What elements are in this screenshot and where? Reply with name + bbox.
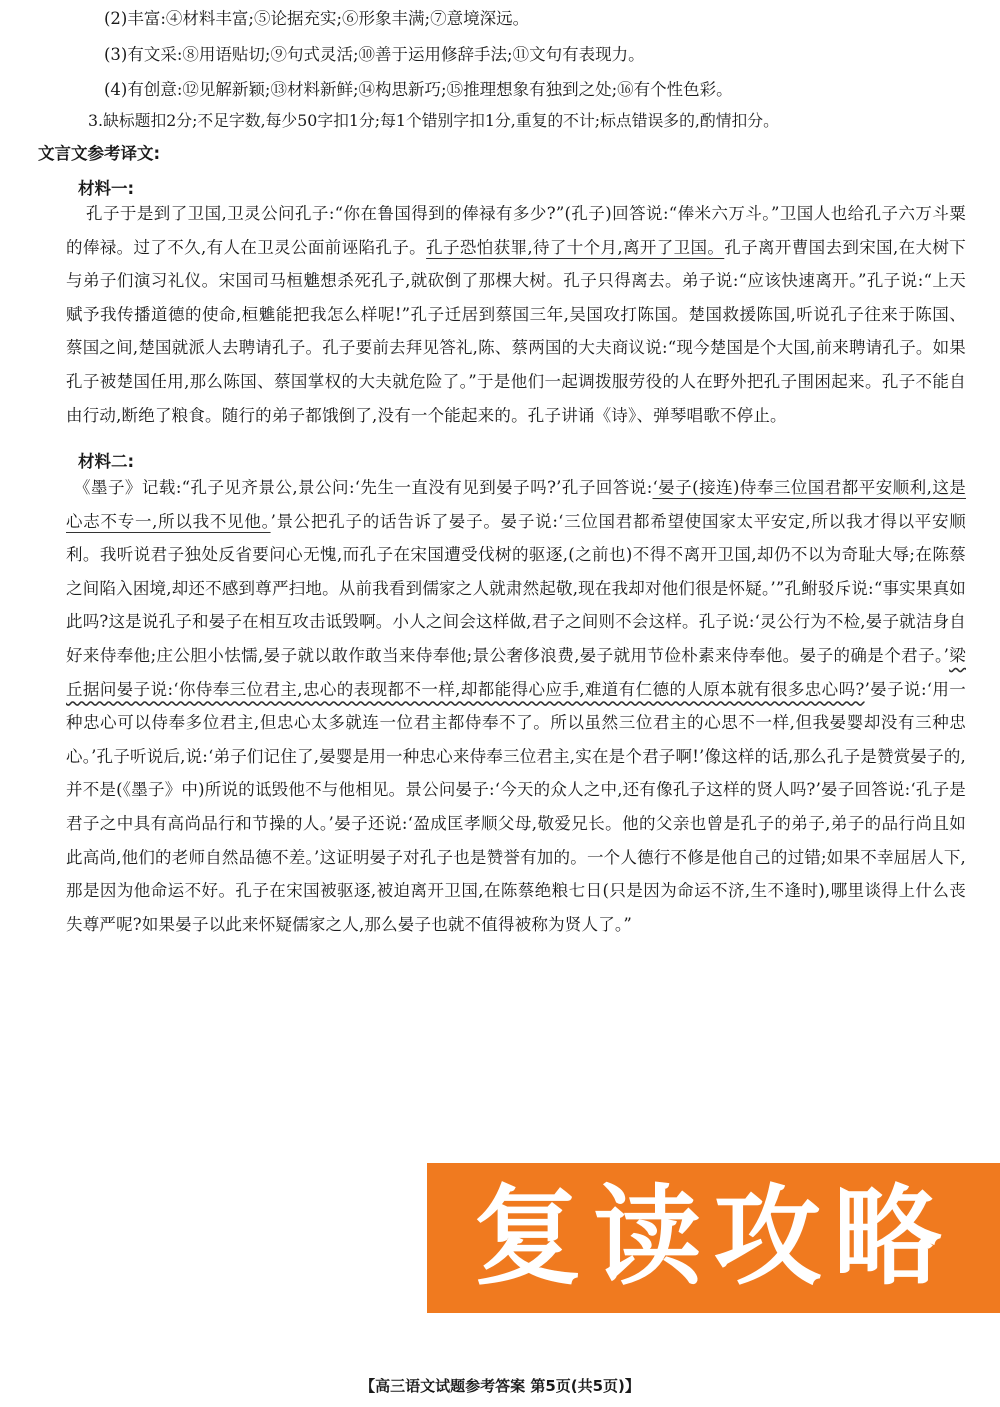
material-two-text: [66, 471, 966, 941]
criteria-line-2: (2)丰富:④材料丰富;⑤论据充实;⑥形象丰满;⑦意境深远。: [104, 9, 530, 28]
material-one-para: 孔子于是到了卫国,卫灵公问孔子:“你在鲁国得到的俸禄有多少?”(孔子)回答说:“俸米六万斗。”卫国人也给孔子六万斗粟的俸禄。过了不久,有人在卫灵公面前诬陷孔子。: [66, 204, 966, 257]
translation-heading: 文言文参考译文:: [38, 144, 161, 163]
material-one-underlined-sentence: 孔子恐怕获罪,待了十个月,离开了卫国。: [426, 237, 725, 257]
material-one-title: 材料一:: [78, 179, 135, 198]
material-two-para: 《墨子》记载:“孔子见齐景公,景公问:‘先生一直没有见到晏子吗?’孔子回答说:: [74, 478, 653, 497]
material-two-underlined-sentence: ‘晏子(接连)侍奉三位国君都平安顺利,这是心志不专一,所以我不见他。: [66, 478, 966, 531]
criteria-line-4: (4)有创意:⑫见解新颖;⑬材料新鲜;⑭构思新巧;⑮推理想象有独到之处;⑯有个性色彩。: [104, 80, 733, 99]
page-footer: 【高三语文试题参考答案 第5页(共5页)】: [360, 1377, 640, 1395]
material-one-text: [66, 197, 966, 432]
criteria-line-3: (3)有文采:⑧用语贴切;⑨句式灵活;⑩善于运用修辞手法;⑪文句有表现力。: [104, 45, 645, 64]
banner-text: 复读攻略: [473, 1175, 954, 1300]
material-two-title: 材料二:: [78, 452, 135, 471]
fudu-gonglue-banner: [427, 1163, 1000, 1313]
material-one-para-continued: 孔子离开曹国去到宋国,在大树下与弟子们演习礼仪。宋国司马桓魋想杀死孔子,就砍倒了那棵大树。孔子只得离去。弟子说:“应该快速离开。”孔子说:“上天赋予我传播道德的使命,桓魋能把我怎么样呢!”孔子迁居到蔡国三年,吴国攻打陈国。楚国救援陈国,听说孔子往来于陈国、蔡国之间,楚国就派人去聘请孔子。孔子要前去拜见答礼,陈、蔡两国的大夫商议说:“现今楚国是个大国,前来聘请孔子。如果孔子被楚国任用,那么陈国、蔡国掌权的大夫就危险了。”于是他们一起调拨服劳役的人在野外把孔子围困起来。孔子不能自由行动,断绝了粮食。随行的弟子都饿倒了,没有一个能起来的。孔子讲诵《诗》、弹琴唱歌不停止。: [66, 237, 967, 425]
material-two-wavy-underlined-sentence: 梁丘据问晏子说:‘你侍奉三位君主,忠心的表现都不一样,却都能得心应手,难道有仁德的人原本就有很多忠心吗?: [66, 645, 966, 699]
material-two-para-end: ’晏子说:‘用一种忠心可以侍奉多位君主,但忠心太多就连一位君主都侍奉不了。所以虽然三位君主的心思不一样,但我晏婴却没有三种忠心。’孔子听说后,说:‘弟子们记住了,晏婴是用一种忠心来侍奉三位君主,实在是个君子啊!’像这样的话,那么孔子是赞赏晏子的,并不是(《墨子》中)所说的诋毁他不与他相见。景公问晏子:‘今天的众人之中,还有像孔子这样的贤人吗?’晏子回答说:‘孔子是君子之中具有高尚品行和节操的人。’晏子还说:‘盈成匡孝顺父母,敬爱兄长。他的父亲也曾是孔子的弟子,弟子的品行尚且如此高尚,他们的老师自然品德不差。’这证明晏子对孔子也是赞誉有加的。一个人德行不修是他自己的过错;如果不幸屈居人下,那是因为他命运不好。孔子在宋国被驱逐,被迫离开卫国,在陈蔡绝粮七日(只是因为命运不济,生不逢时),哪里谈得上什么丧失尊严呢?如果晏子以此来怀疑儒家之人,那么晏子也就不值得被称为贤人了。”: [66, 679, 966, 934]
material-two-para-continued: ’景公把孔子的话告诉了晏子。晏子说:‘三位国君都希望使国家太平安定,所以我才得以平安顺利。我听说君子独处反省要问心无愧,而孔子在宋国遭受伐树的驱逐,(之前也)不得不离开卫国,却仍不以为奇耻大辱;在陈蔡之间陷入困境,却还不感到尊严扫地。从前我看到儒家之人就肃然起敬,现在我却对他们很是怀疑。’”孔鲋驳斥说:“事实果真如此吗?这是说孔子和晏子在相互攻击诋毁啊。小人之间会这样做,君子之间则不会这样。孔子说:‘灵公行为不检,晏子就洁身自好来侍奉他;庄公胆小怯懦,晏子就以敢作敢当来侍奉他;景公奢侈浪费,晏子就用节俭朴素来侍奉他。晏子的确是个君子。’: [66, 511, 966, 665]
deduction-rule: 3.缺标题扣2分;不足字数,每少50字扣1分;每1个错别字扣1分,重复的不计;标点错误多的,酌情扣分。: [88, 111, 779, 130]
